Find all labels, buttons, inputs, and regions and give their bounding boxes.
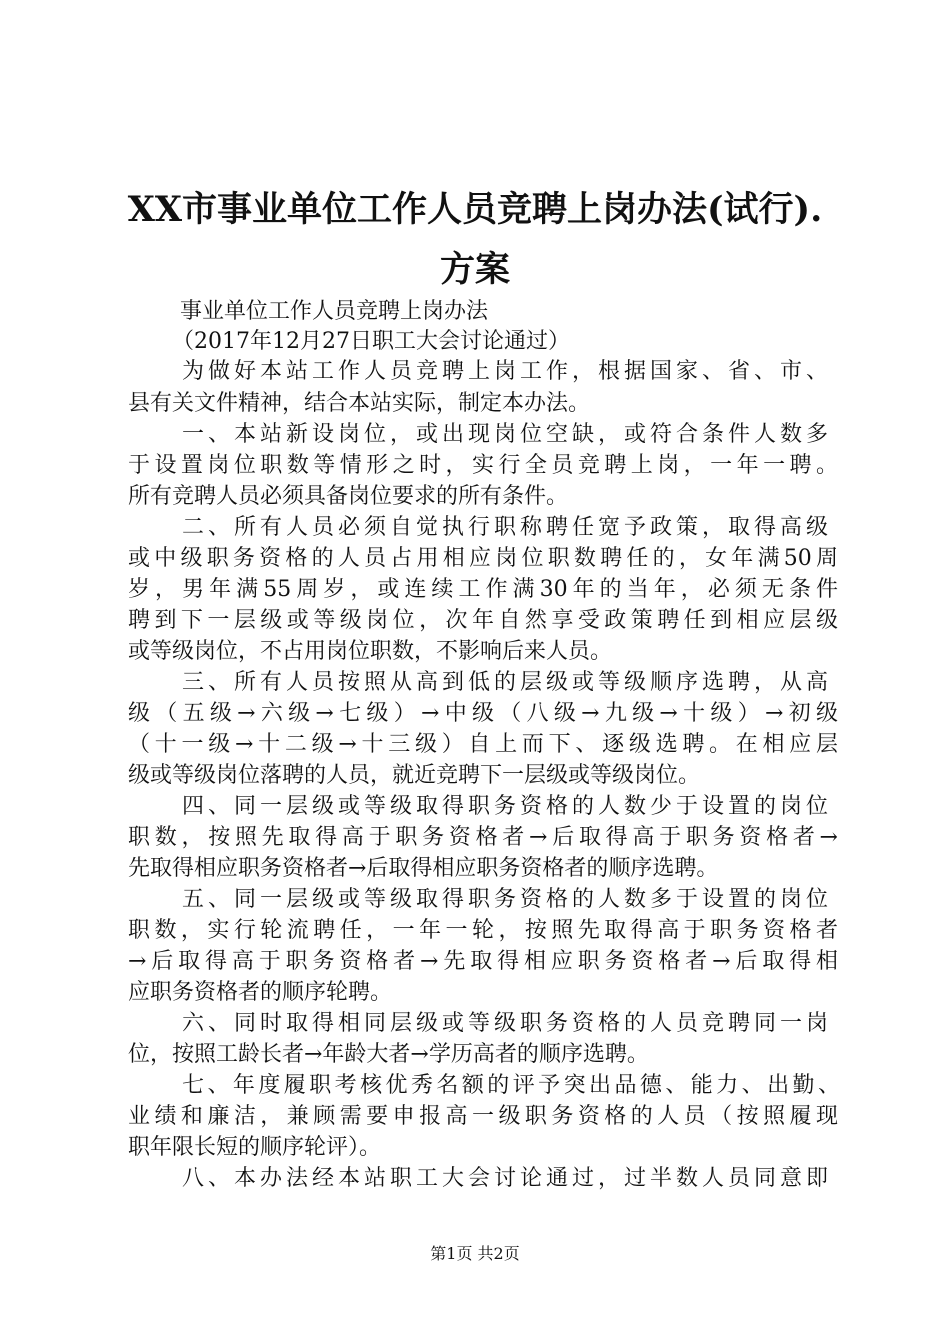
paragraph-line: 职数，实行轮流聘任，一年一轮，按照先取得高于职务资格者	[128, 918, 838, 943]
paragraph-line: 为做好本站工作人员竞聘上岗工作，根据国家、省、市、	[182, 359, 828, 384]
paragraph-line: （十一级→十二级→十三级）自上而下、逐级选聘。在相应层	[128, 732, 838, 757]
paragraph-line: 七、年度履职考核优秀名额的评予突出品德、能力、出勤、	[182, 1073, 840, 1098]
paragraph-line: 二、所有人员必须自觉执行职称聘任宽予政策，取得高级	[182, 515, 828, 540]
paragraph-line: 或等级岗位，不占用岗位职数，不影响后来人员。	[128, 639, 613, 664]
page-number-footer: 第1页 共2页	[430, 1244, 520, 1263]
paragraph-line: 业绩和廉洁，兼顾需要申报高一级职务资格的人员（按照履现	[128, 1104, 838, 1129]
paragraph-line: 位，按照工龄长者→年龄大者→学历高者的顺序选聘。	[128, 1042, 649, 1067]
paragraph-line: 岁，男年满55周岁，或连续工作满30年的当年，必须无条件	[128, 577, 838, 602]
paragraph-line: 级或等级岗位落聘的人员，就近竞聘下一层级或等级岗位。	[128, 763, 701, 788]
subtitle-line: 事业单位工作人员竞聘上岗办法	[180, 299, 489, 324]
paragraph-line: 县有关文件精神，结合本站实际，制定本办法。	[128, 391, 591, 416]
paragraph-line: 一、本站新设岗位，或出现岗位空缺，或符合条件人数多	[182, 422, 828, 447]
paragraph-line: 级（五级→六级→七级）→中级（八级→九级→十级）→初级	[128, 701, 838, 726]
paragraph-line: 或中级职务资格的人员占用相应岗位职数聘任的，女年满50周	[128, 546, 838, 571]
paragraph-line: 八、本办法经本站职工大会讨论通过，过半数人员同意即	[182, 1166, 828, 1191]
paragraph-line: 聘到下一层级或等级岗位，次年自然享受政策聘任到相应层级	[128, 608, 838, 633]
paragraph-line: 六、同时取得相同层级或等级职务资格的人员竞聘同一岗	[182, 1011, 828, 1036]
paragraph-line: 于设置岗位职数等情形之时，实行全员竞聘上岗，一年一聘。	[128, 453, 838, 478]
paragraph-line: 所有竞聘人员必须具备岗位要求的所有条件。	[128, 484, 569, 509]
paragraph-line: 五、同一层级或等级取得职务资格的人数多于设置的岗位	[182, 887, 828, 912]
document-title: XX市事业单位工作人员竞聘上岗办法(试行).	[127, 189, 823, 230]
paragraph-line: 职数，按照先取得高于职务资格者→后取得高于职务资格者→	[128, 825, 838, 850]
paragraph-line: 应职务资格者的顺序轮聘。	[128, 980, 393, 1005]
paragraph-line: →后取得高于职务资格者→先取得相应职务资格者→后取得相	[128, 949, 838, 974]
document-title-continued: 方案	[439, 249, 510, 290]
paragraph-line: 职年限长短的顺序轮评）。	[128, 1135, 382, 1160]
paragraph-line: 三、所有人员按照从高到低的层级或等级顺序选聘，从高	[182, 670, 828, 695]
date-note-line: （2017年12月27日职工大会讨论通过）	[172, 329, 570, 354]
paragraph-line: 先取得相应职务资格者→后取得相应职务资格者的顺序选聘。	[128, 856, 719, 881]
paragraph-line: 四、同一层级或等级取得职务资格的人数少于设置的岗位	[182, 794, 828, 819]
